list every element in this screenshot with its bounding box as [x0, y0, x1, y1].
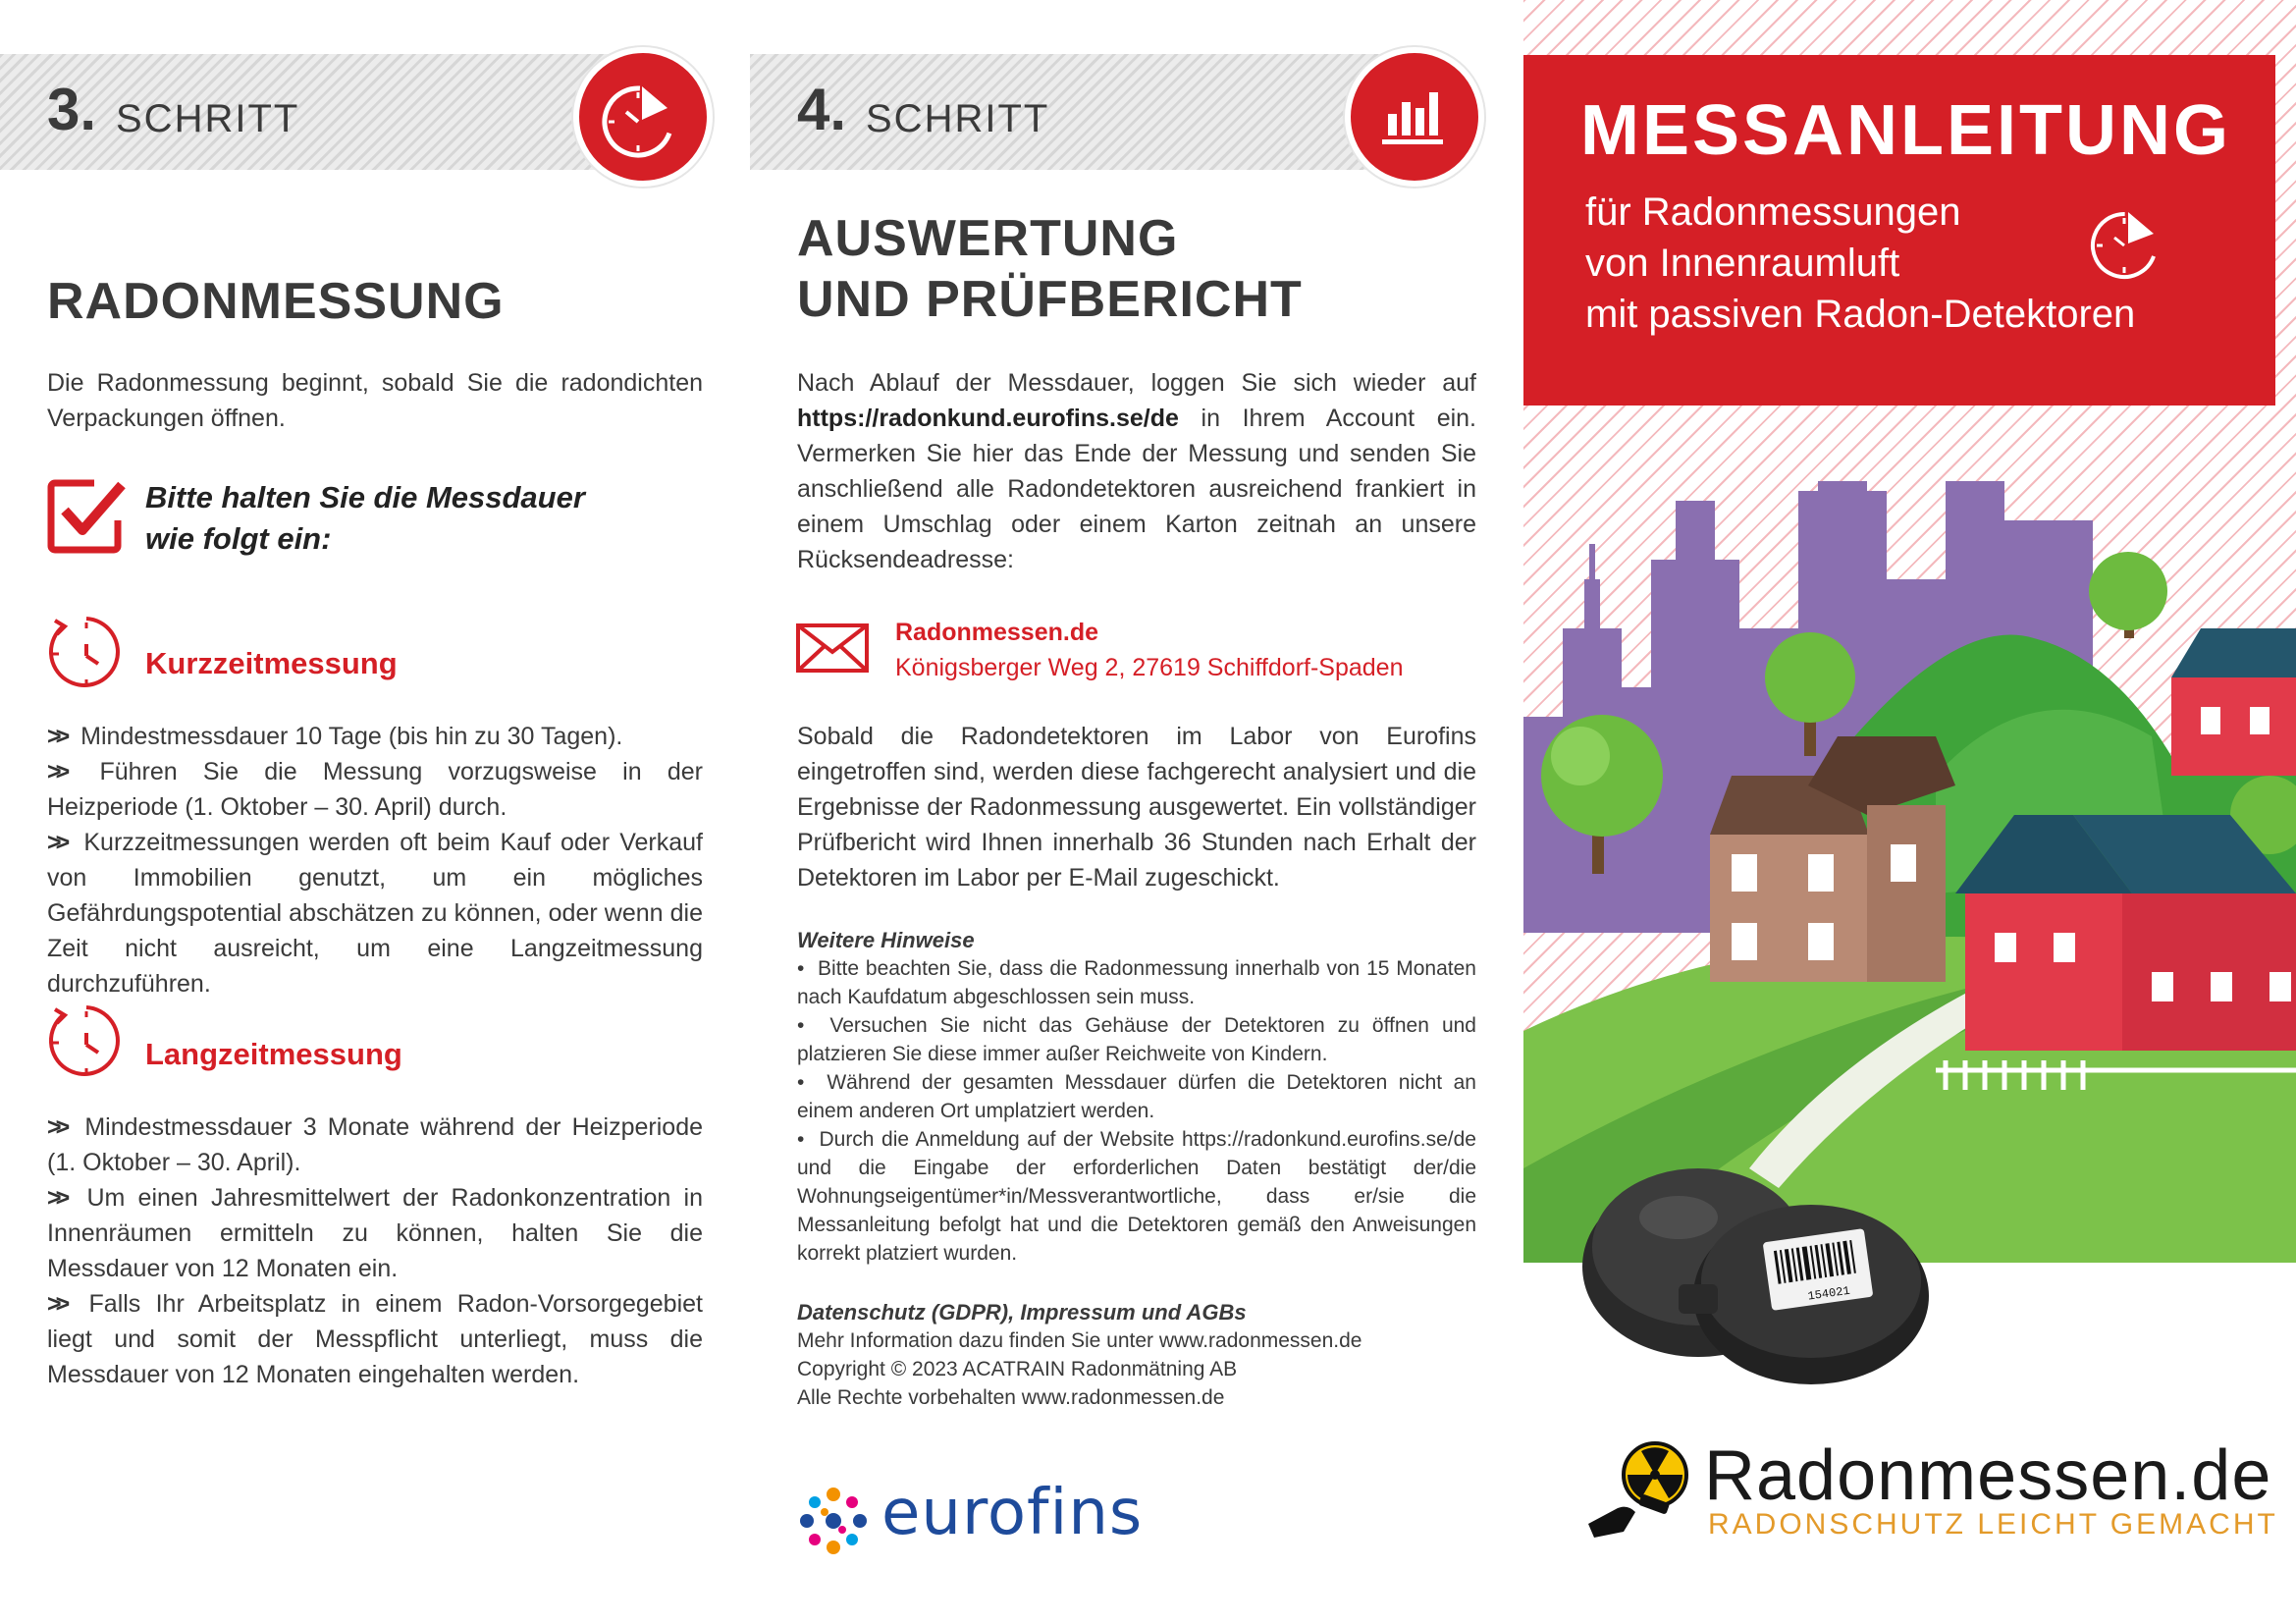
hints-title: Weitere Hinweise	[797, 928, 975, 952]
duration-note	[145, 477, 585, 560]
intro-text: Die Radonmessung beginnt, sobald Sie die radondichten Verpackungen öffnen.	[47, 369, 703, 432]
list-item: >> Um einen Jahresmittelwert der Radonkonzentration in Innenräumen ermitteln zu können, halten Sie die Messdauer von 12 Monaten ein.	[47, 1184, 703, 1282]
section-heading-auswertung	[797, 208, 1303, 330]
login-paragraph: Nach Ablauf der Messdauer, loggen Sie sich wieder auf https://radonkund.eurofins.se/de in Ihrem Account ein. Vermerken Sie hier das Ende der Messung und senden Sie anschließend alle Radondetektoren ausreichend frankiert in einem Umschlag oder einem Karton zeitnah an unsere Rücksendeadresse:	[797, 369, 1476, 573]
eurofins-logo-icon	[797, 1485, 870, 1557]
subtitle-line-2: von Innenraumluft	[1585, 242, 1900, 285]
step-label: SCHRITT	[866, 97, 1050, 140]
list-item: >> Falls Ihr Arbeitsplatz in einem Radon-Vorsorgegebiet liegt und somit der Messpflicht unterliegt, muss die Messdauer von 12 Monaten eingehalten werden.	[47, 1290, 703, 1388]
subtitle	[1585, 187, 2135, 340]
subtitle-line-3: mit passiven Radon-Detektoren	[1585, 293, 2136, 336]
account-link[interactable]: https://radonkund.eurofins.se/de	[797, 405, 1179, 432]
list-item: • Versuchen Sie nicht das Gehäuse der Detektoren zu öffnen und platzieren Sie diese immer außer Reichweite von Kindern.	[797, 1014, 1476, 1065]
step-4-bar	[750, 54, 1427, 170]
address-street: Königsberger Weg 2, 27619 Schiffdorf-Spaden	[895, 654, 1404, 681]
langzeit-heading: Langzeitmessung	[145, 1037, 402, 1071]
kurzzeit-list	[47, 719, 703, 1001]
intro-paragraph	[47, 365, 703, 436]
heading-line-2: UND PRÜFBERICHT	[797, 271, 1303, 328]
timer-icon	[579, 53, 707, 181]
legal-title: Datenschutz (GDPR), Impressum und AGBs	[797, 1300, 1247, 1325]
subtitle-line-1: für Radonmessungen	[1585, 190, 1961, 234]
title-box	[1523, 55, 2275, 406]
legal-line: Copyright © 2023 ACATRAIN Radonmätning AB	[797, 1358, 1238, 1380]
step-label: SCHRITT	[116, 97, 300, 140]
timer-icon	[2081, 194, 2175, 283]
return-address	[895, 615, 1403, 685]
langzeit-list	[47, 1109, 703, 1392]
list-item: >> Mindestmessdauer 10 Tage (bis hin zu 30 Tagen).	[47, 723, 623, 750]
brand-tagline: RADONSCHUTZ LEICHT GEMACHT	[1708, 1508, 2278, 1541]
radonmessen-logo-icon	[1582, 1439, 1710, 1547]
kurzzeit-heading: Kurzzeitmessung	[145, 646, 398, 680]
radon-detector-image	[1580, 1119, 1934, 1394]
section-heading-radonmessung: RADONMESSUNG	[47, 273, 505, 330]
note-line-2: wie folgt ein:	[145, 521, 332, 556]
legal-line: Mehr Information dazu finden Sie unter www.radonmessen.de	[797, 1329, 1362, 1352]
list-item: >> Kurzzeitmessungen werden oft beim Kauf oder Verkauf von Immobilien genutzt, um ein mögliches Gefährdungspotential abschätzen zu können, oder wenn die Zeit nicht ausreicht, um eine Langzeitmessung durchzuführen.	[47, 829, 704, 998]
stopwatch-icon	[43, 1000, 128, 1080]
step-3-timer-badge	[573, 47, 713, 187]
list-item: • Durch die Anmeldung auf der Website https://radonkund.eurofins.se/de und die Eingabe der erforderlichen Daten bestätigt der/die Wohnungseigentümer*in/Messverantwortliche, dass er/sie die Messanleitung befolgt hat und die Detektoren gemäß den Anweisungen korrekt platziert wurden.	[797, 1128, 1476, 1265]
double-chevron-icon: >>	[47, 1184, 65, 1212]
list-item: >> Mindestmessdauer 3 Monate während der Heizperiode (1. Oktober – 30. April).	[47, 1113, 704, 1176]
step-number: 4.	[797, 77, 847, 142]
bar-chart-icon	[1351, 53, 1478, 181]
envelope-icon	[795, 622, 870, 674]
step-number: 3.	[47, 77, 97, 142]
brand-name: Radonmessen.de	[1704, 1436, 2272, 1515]
legal-line: Alle Rechte vorbehalten www.radonmessen.de	[797, 1386, 1225, 1409]
list-item: • Bitte beachten Sie, dass die Radonmessung innerhalb von 15 Monaten nach Kaufdatum abgeschlossen sein muss.	[797, 957, 1476, 1008]
double-chevron-icon: >>	[47, 1113, 65, 1141]
legal-block	[797, 1298, 1476, 1412]
checkbox-check-icon	[45, 475, 126, 556]
double-chevron-icon: >>	[47, 723, 65, 750]
eurofins-wordmark: eurofins	[881, 1477, 1144, 1549]
double-chevron-icon: >>	[47, 1290, 65, 1318]
detector-code: 154021	[1806, 1283, 1851, 1304]
analysis-paragraph: Sobald die Radondetektoren im Labor von Eurofins eingetroffen sind, werden diese fachgerecht analysiert und die Ergebnisse der Radonmessung ausgewertet. Ein vollständiger Prüfbericht wird Ihnen innerhalb 36 Stunden nach Erhalt der Detektoren im Labor per E-Mail zugeschickt.	[797, 723, 1476, 892]
list-item: • Während der gesamten Messdauer dürfen die Detektoren nicht an einem anderen Ort umplatziert werden.	[797, 1071, 1476, 1122]
double-chevron-icon: >>	[47, 758, 65, 785]
heading-line-1: AUSWERTUNG	[797, 210, 1179, 267]
step-4-chart-badge	[1345, 47, 1484, 187]
stopwatch-icon	[43, 611, 128, 691]
note-line-1: Bitte halten Sie die Messdauer	[145, 480, 585, 514]
address-name: Radonmessen.de	[895, 619, 1099, 646]
hints-block	[797, 926, 1476, 1268]
page-title: MESSANLEITUNG	[1580, 91, 2232, 170]
list-item: >> Führen Sie die Messung vorzugsweise in der Heizperiode (1. Oktober – 30. April) durch.	[47, 758, 703, 821]
double-chevron-icon: >>	[47, 829, 65, 856]
